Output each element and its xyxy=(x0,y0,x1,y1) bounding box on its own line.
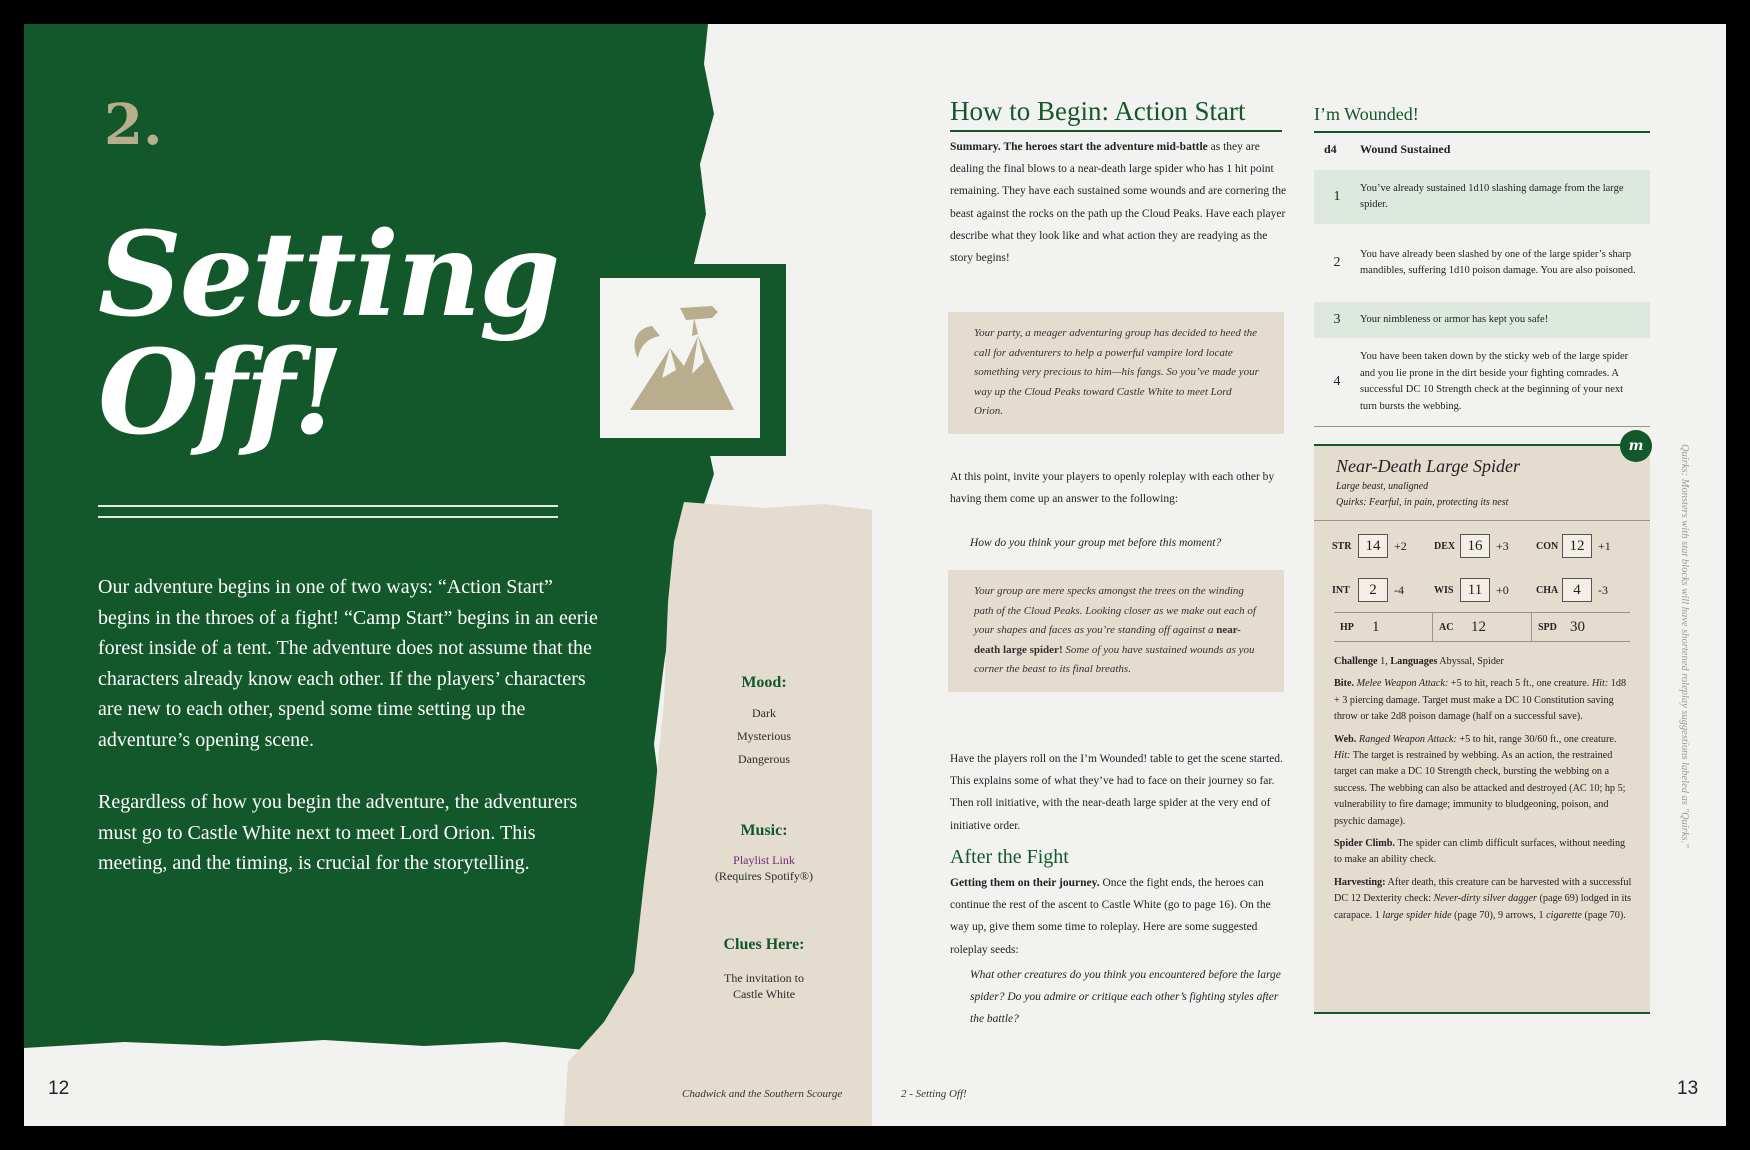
clues-item: Castle White xyxy=(732,987,796,1001)
table-row xyxy=(1314,302,1650,338)
action-text: 1d8 + 3 piercing damage. Target must make a DC 10 Constitution saving throw or take 2d8 poison damage (half on a successful save). xyxy=(1334,678,1627,723)
ac-cell xyxy=(1433,613,1532,641)
action-text: +5 to hit, range 30/60 ft., one creature. xyxy=(1456,733,1617,745)
action-hit: Hit: xyxy=(1591,678,1609,690)
ability-dex xyxy=(1434,534,1509,558)
mood-item: Dark xyxy=(752,706,776,720)
ability-mod: +2 xyxy=(1394,538,1407,553)
languages-value: Abyssal, Spider xyxy=(1437,656,1504,667)
ability-score: 14 xyxy=(1358,534,1388,558)
clues-heading: Clues Here: xyxy=(723,936,805,953)
mood-heading: Mood: xyxy=(741,674,787,691)
roleplay-seeds: What other creatures do you think you encountered before the large spider? Do you admire or critique each other’s fighting styles after the battle? xyxy=(970,969,1281,1025)
action-text: +5 to hit, reach 5 ft., one creature. xyxy=(1448,678,1592,690)
table-cell-roll: 1 xyxy=(1333,189,1341,204)
clues-section xyxy=(674,936,854,1002)
trait-name: Harvesting: xyxy=(1334,876,1386,888)
mood-section xyxy=(674,674,854,771)
ability-label: INT xyxy=(1332,584,1350,596)
ability-int xyxy=(1332,578,1404,602)
summary-lead: Summary. The heroes start the adventure mid-battle xyxy=(950,141,1208,153)
loot-item: large spider hide xyxy=(1382,909,1452,921)
ability-score: 4 xyxy=(1562,578,1592,602)
quirks-side-note xyxy=(1676,444,1690,884)
table-row xyxy=(1314,170,1650,224)
ability-str xyxy=(1332,534,1407,558)
trait-text: (page 70), 9 arrows, 1 xyxy=(1451,909,1547,921)
ability-cha xyxy=(1536,578,1608,602)
bite-action xyxy=(1334,676,1634,725)
footer-book-title: Chadwick and the Southern Scourge xyxy=(682,1088,843,1100)
table-cell-roll: 2 xyxy=(1333,255,1341,270)
table-rule xyxy=(1314,426,1650,427)
table-cell-roll: 3 xyxy=(1333,312,1341,327)
stat-block xyxy=(1314,438,1650,1014)
table-header-d4: d4 xyxy=(1324,142,1337,156)
trait-text: (page 69) lodged in its carapace. 1 xyxy=(1334,893,1632,921)
ability-score: 2 xyxy=(1358,578,1388,602)
challenge-value: 1, xyxy=(1377,656,1391,667)
vitals-bar xyxy=(1334,612,1630,642)
table-row xyxy=(1314,224,1650,302)
table-cell-roll: 4 xyxy=(1333,374,1341,389)
heading-rule xyxy=(950,130,1282,132)
harvesting-trait xyxy=(1334,875,1634,924)
ability-label: WIS xyxy=(1434,584,1454,596)
action-name: Web. xyxy=(1334,733,1357,745)
trait-text: The spider can climb difficult surfaces, without needing to make an ability check. xyxy=(1334,838,1626,866)
monster-type: Large beast, unaligned xyxy=(1336,481,1429,492)
action-name: Bite. xyxy=(1334,678,1355,690)
ability-score: 16 xyxy=(1460,534,1490,558)
table-rule xyxy=(1314,131,1650,133)
ability-label: STR xyxy=(1332,540,1352,552)
stat-divider xyxy=(1314,520,1650,521)
ability-mod: +3 xyxy=(1496,538,1509,553)
read-aloud-bold: near-death large spider! xyxy=(974,624,1241,656)
book-spread xyxy=(24,24,1726,1126)
loot-item: cigarette xyxy=(1546,909,1582,921)
chapter-title-line1: Setting xyxy=(98,207,559,343)
stat-block-text xyxy=(1334,654,1634,930)
ability-mod: -3 xyxy=(1598,582,1608,597)
table-cell-text: You have been taken down by the sticky web of the large spider and you lie prone in the dirt beside your fighting comrades. A successful DC 10 Strength check at the beginning of your next turn bursts the webbing. xyxy=(1360,351,1629,412)
spd-cell xyxy=(1532,613,1630,641)
read-aloud-box xyxy=(948,570,1284,692)
ability-label: DEX xyxy=(1434,540,1456,552)
ac-label: AC xyxy=(1439,621,1454,633)
intro-text xyxy=(98,572,598,911)
ability-mod: +1 xyxy=(1598,538,1611,553)
trait-text: (page 70). xyxy=(1581,909,1626,921)
challenge-label: Challenge xyxy=(1334,656,1378,667)
table-cell-text: You have already been slashed by one of the large spider’s sharp mandibles, suffering 1d10 poison damage. You are also poisoned. xyxy=(1360,248,1636,276)
mountain-moon-emblem-icon xyxy=(586,264,786,456)
summary-text: as they are dealing the final blows to a near-death large spider who has 1 hit point remaining. They have each sustained some wounds and are cornering the beast against the rocks on the path up the Cloud Peaks. Have each player describe what they look like and what action they are readying as the story begins! xyxy=(950,141,1287,265)
title-rule xyxy=(98,516,558,518)
ability-label: CON xyxy=(1536,540,1559,552)
roleplay-paragraph: At this point, invite your players to openly roleplay with each other by having them come up an answer to the following: xyxy=(950,471,1275,506)
action-type: Ranged Weapon Attack: xyxy=(1356,733,1457,745)
hp-label: HP xyxy=(1340,621,1354,633)
read-aloud-text: Some of you have sustained wounds as you corner the beast to its final breaths. xyxy=(974,643,1255,675)
music-note: (Requires Spotify®) xyxy=(714,869,814,883)
page-number-right: 13 xyxy=(1677,1078,1699,1099)
footer-chapter-title: 2 - Setting Off! xyxy=(901,1088,967,1100)
read-aloud-text: Your party, a meager adventuring group has decided to heed the call for adventurers to help a powerful vampire lord locate something very precious to him—his fangs. So you’ve made your way up the Cloud Peaks toward Castle White to meet Lord Orion. xyxy=(974,327,1259,417)
web-action xyxy=(1334,732,1634,830)
after-fight-paragraph xyxy=(950,872,1290,961)
spd-value: 30 xyxy=(1570,618,1585,635)
hp-value: 1 xyxy=(1372,618,1380,635)
roleplay-question: How do you think your group met before this moment? xyxy=(970,537,1222,549)
ability-con xyxy=(1536,534,1611,558)
ability-wis xyxy=(1434,578,1509,602)
music-section xyxy=(674,822,854,884)
monster-quirks: Quirks: Fearful, in pain, protecting its nest xyxy=(1336,497,1509,508)
ability-mod: +0 xyxy=(1496,582,1509,597)
chapter-title xyxy=(98,207,559,462)
chapter-title-line2: Off! xyxy=(98,325,342,462)
ability-mod: -4 xyxy=(1394,582,1404,597)
trait-name: Spider Climb. xyxy=(1334,838,1395,850)
after-fight-lead: Getting them on their journey. xyxy=(950,877,1100,889)
read-aloud-box xyxy=(948,312,1284,434)
page-number-left: 12 xyxy=(48,1078,70,1099)
mood-item: Dangerous xyxy=(738,752,790,766)
hp-cell xyxy=(1334,613,1433,641)
summary-paragraph xyxy=(950,136,1290,269)
challenge-line xyxy=(1334,654,1634,670)
table-header-wound: Wound Sustained xyxy=(1360,142,1451,156)
ability-label: CHA xyxy=(1536,584,1559,596)
intro-paragraph: Our adventure begins in one of two ways: “Action Start” begins in the throes of a fight! “Camp Start” begins in an eerie forest inside of a tent. The adventure does not assume that the characters already know each other. If the players’ characters are new to each other, spend some time setting up the adventure’s opening scene. xyxy=(98,576,598,751)
action-hit: Hit: xyxy=(1334,750,1351,762)
playlist-link[interactable]: Playlist Link xyxy=(733,853,795,867)
table-cell-text: You’ve already sustained 1d10 slashing damage from the large spider. xyxy=(1360,182,1624,210)
action-text: The target is restrained by webbing. As an action, the restrained target can make a DC 10 Strength check, bursting the webbing on a success. The webbing can also be attacked and destroyed (AC 10; hp 5; vulnerability to fire damage; immunity to bludgeoning, poison, and psychic damage). xyxy=(1334,750,1626,827)
title-rule xyxy=(98,505,558,507)
monster-name: Near-Death Large Spider xyxy=(1336,456,1520,476)
clues-item: The invitation to xyxy=(724,971,804,985)
spd-label: SPD xyxy=(1538,621,1557,633)
subsection-heading: After the Fight xyxy=(950,846,1069,868)
table-cell-text: Your nimbleness or armor has kept you safe! xyxy=(1360,313,1549,325)
table-title: I’m Wounded! xyxy=(1314,104,1419,124)
ability-score: 11 xyxy=(1460,578,1490,602)
quirks-side-note-text: Quirks: Monsters with stat blocks will have shortened roleplay suggestions labeled as "Quirks." xyxy=(1679,444,1690,848)
mood-item: Mysterious xyxy=(737,729,791,743)
spider-climb-trait xyxy=(1334,836,1634,869)
table-row xyxy=(1314,338,1650,426)
initiative-paragraph: Have the players roll on the I’m Wounded! table to get the scene started. This explains some of what they’ve had to face on their journey so far. Then roll initiative, with the near-death large spider at the very end of initiative order. xyxy=(950,753,1283,832)
after-fight-text: Once the fight ends, the heroes can continue the rest of the ascent to Castle White (go to page 16). On the way up, give them some time to roleplay. Here are some suggested roleplay seeds: xyxy=(950,877,1271,956)
languages-label: Languages xyxy=(1390,656,1438,667)
read-aloud-text: Your group are mere specks amongst the trees on the winding path of the Cloud Peaks. Looking closer as we make out each of your shapes and faces as you’re standing off against a xyxy=(974,585,1256,636)
trait-text: After death, this creature can be harvested with a successful DC 12 Dexterity check: xyxy=(1334,876,1632,905)
section-heading: How to Begin: Action Start xyxy=(950,96,1246,126)
ac-value: 12 xyxy=(1471,618,1486,635)
chapter-number: 2. xyxy=(104,92,163,158)
intro-paragraph: Regardless of how you begin the adventure, the adventurers must go to Castle White next to meet Lord Orion. This meeting, and the timing, is crucial for the storytelling. xyxy=(98,791,578,874)
action-type: Melee Weapon Attack: xyxy=(1354,678,1449,690)
ability-score: 12 xyxy=(1562,534,1592,558)
music-heading: Music: xyxy=(740,822,788,839)
loot-item: Never-dirty silver dagger xyxy=(1433,893,1537,905)
monster-badge: m xyxy=(1620,430,1652,462)
